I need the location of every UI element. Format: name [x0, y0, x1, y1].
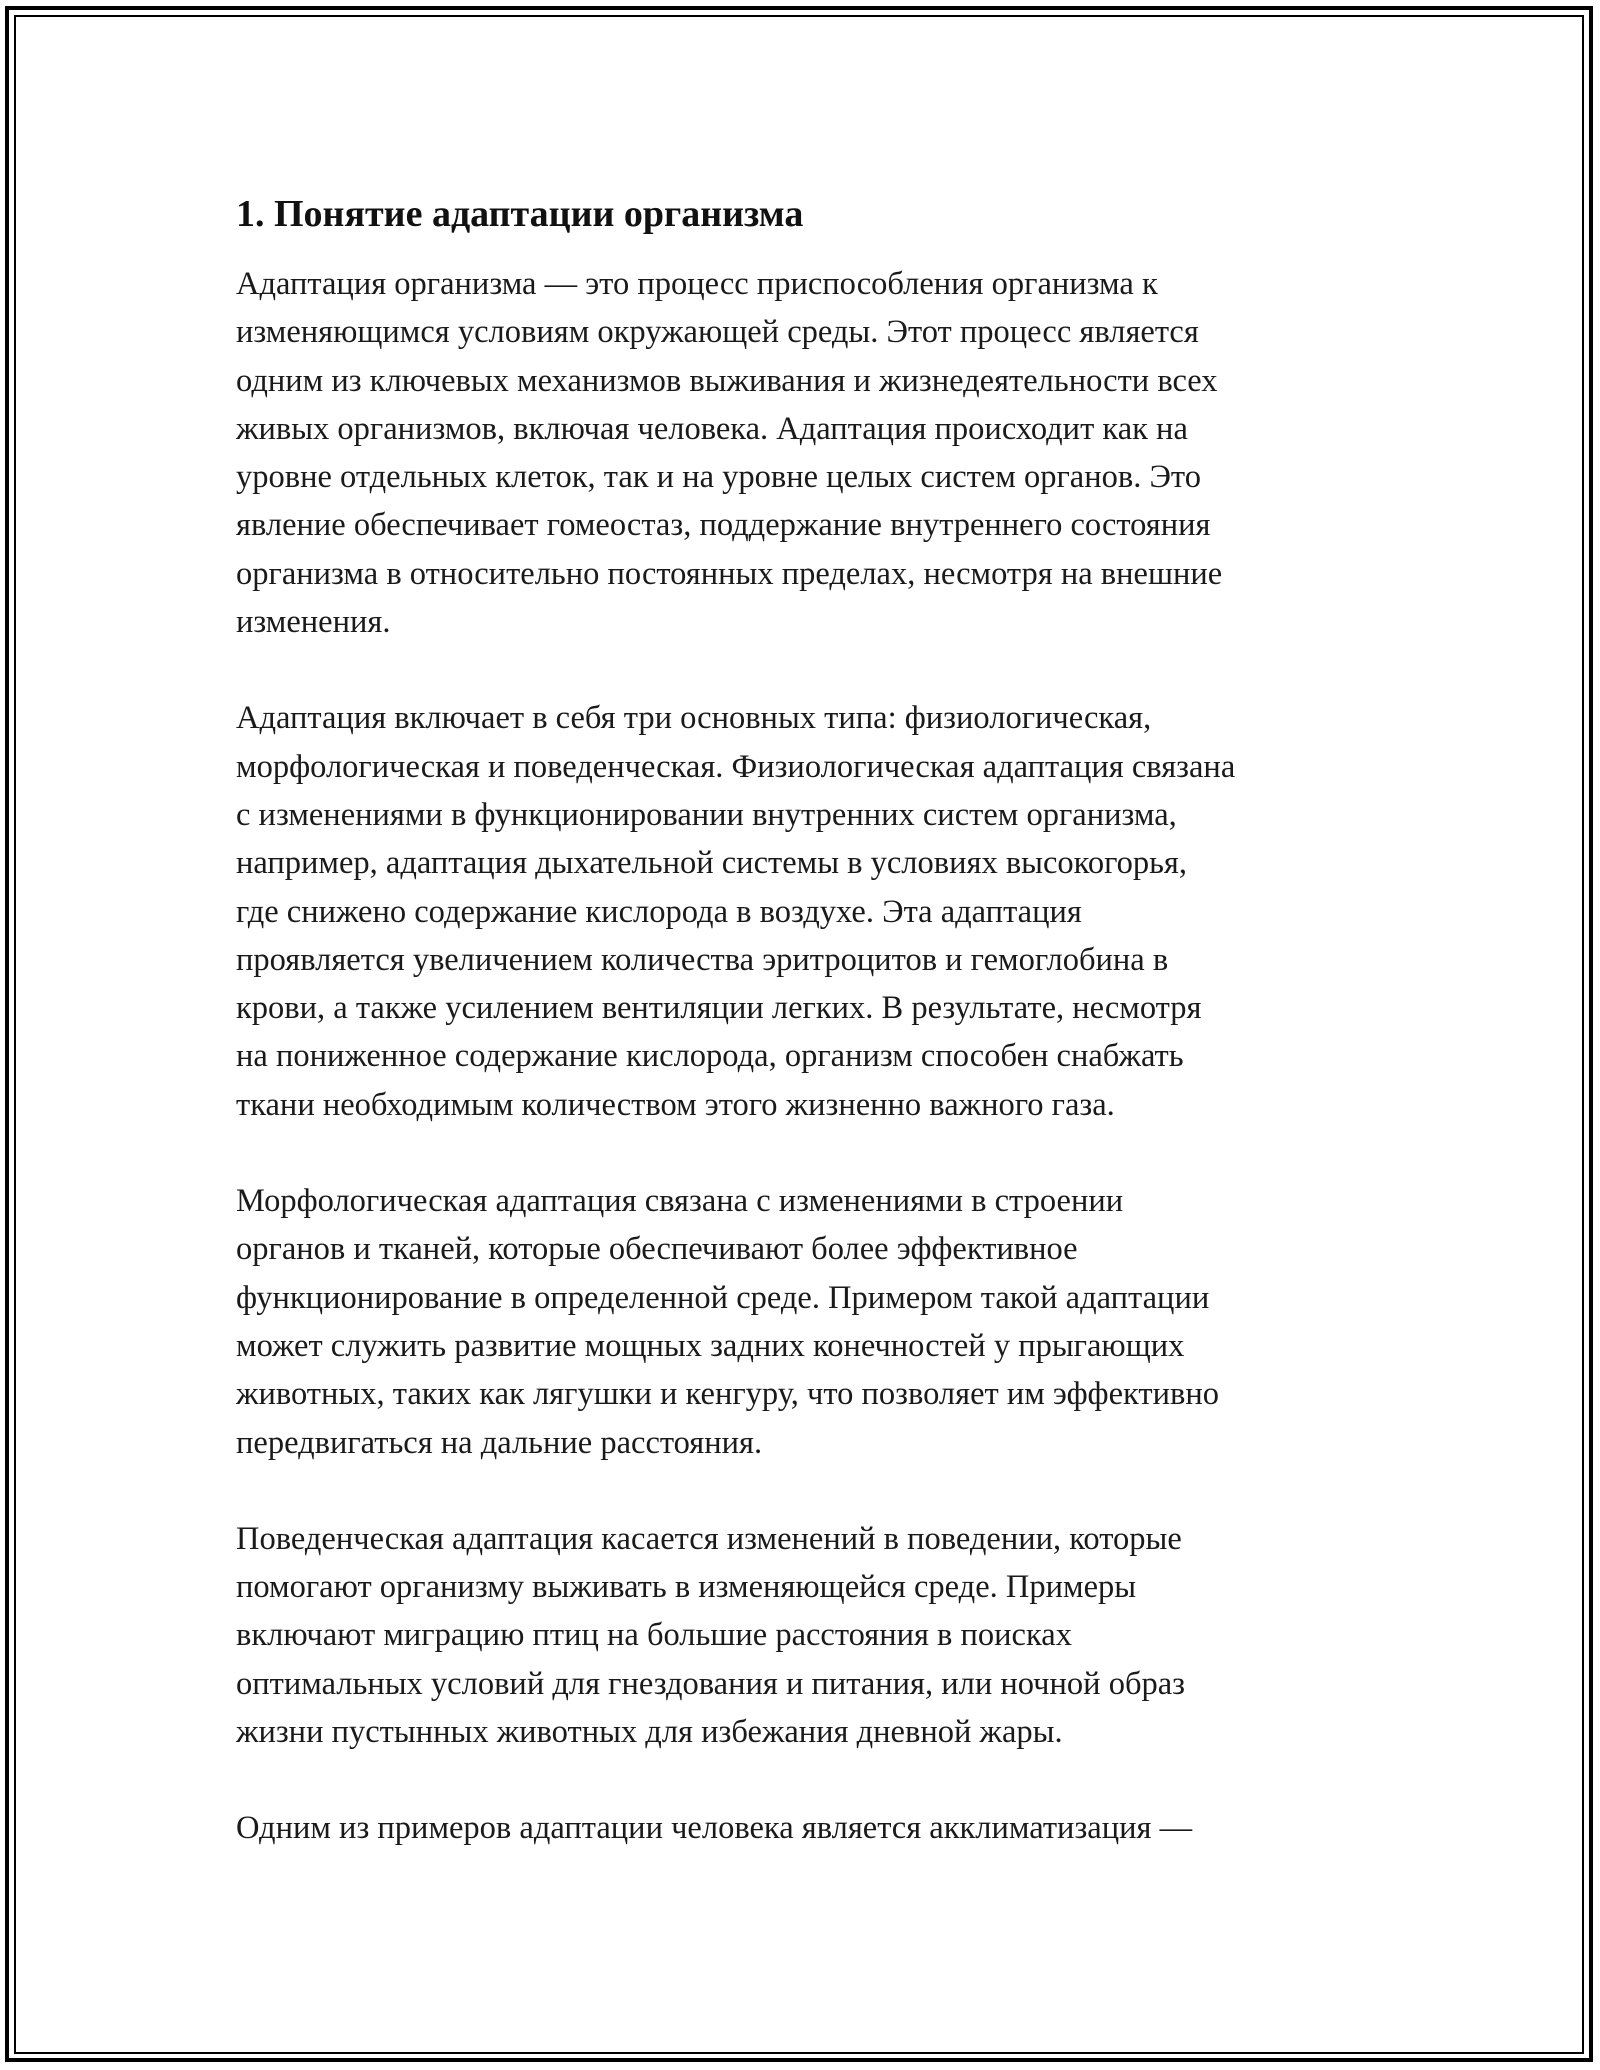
text-line: ткани необходимым количеством этого жизненно важного газа. [236, 1086, 1115, 1123]
paragraph-types [236, 694, 1366, 1129]
text-line: крови, а также усилением вентиляции легких. В результате, несмотря [236, 990, 1202, 1027]
text-line: органов и тканей, которые обеспечивают более эффективное [236, 1231, 1078, 1268]
text-line: организма в относительно постоянных пределах, несмотря на внешние [236, 555, 1223, 592]
text-line: Морфологическая адаптация связана с изменениями в строении [236, 1183, 1124, 1220]
text-line: уровне отдельных клеток, так и на уровне целых систем органов. Это [236, 459, 1201, 496]
text-line: где снижено содержание кислорода в воздухе. Эта адаптация [236, 893, 1082, 930]
text-line: включают миграцию птиц на большие расстояния в поисках [236, 1617, 1072, 1654]
paragraph-acclimatization [236, 1804, 1366, 1852]
text-line: функционирование в определенной среде. Примером такой адаптации [236, 1279, 1210, 1316]
section-heading: 1. Понятие адаптации организма [236, 193, 804, 235]
text-line: одним из ключевых механизмов выживания и жизнедеятельности всех [236, 362, 1218, 399]
text-line: передвигаться на дальние расстояния. [236, 1424, 763, 1461]
text-line: явление обеспечивает гомеостаз, поддержание внутреннего состояния [236, 507, 1211, 544]
document-page [236, 186, 1376, 1901]
text-line: оптимальных условий для гнездования и питания, или ночной образ [236, 1665, 1185, 1702]
text-line: жизни пустынных животных для избежания дневной жары. [236, 1714, 1063, 1751]
paragraph-definition [236, 260, 1366, 646]
text-line: Адаптация включает в себя три основных типа: физиологическая, [236, 700, 1152, 737]
text-line: на пониженное содержание кислорода, организм способен снабжать [236, 1038, 1184, 1075]
text-line: помогают организму выживать в изменяющейся среде. Примеры [236, 1569, 1137, 1606]
text-line: проявляется увеличением количества эритроцитов и гемоглобина в [236, 941, 1169, 978]
text-line: живых организмов, включая человека. Адаптация происходит как на [236, 410, 1188, 447]
text-line: изменяющимся условиям окружающей среды. Этот процесс является [236, 314, 1199, 351]
text-line: например, адаптация дыхательной системы в условиях высокогорья, [236, 845, 1187, 882]
paragraph-behavioral [236, 1515, 1366, 1756]
text-line: морфологическая и поведенческая. Физиологическая адаптация связана [236, 748, 1236, 785]
text-line: Поведенческая адаптация касается изменений в поведении, которые [236, 1520, 1182, 1557]
text-line: Адаптация организма — это процесс приспособления организма к [236, 266, 1158, 302]
text-line: может служить развитие мощных задних конечностей у прыгающих [236, 1327, 1185, 1364]
text-line: с изменениями в функционировании внутренних систем организма, [236, 796, 1177, 833]
text-line: изменения. [236, 604, 391, 641]
text-line: животных, таких как лягушки и кенгуру, что позволяет им эффективно [236, 1376, 1219, 1413]
text-line: Одним из примеров адаптации человека является акклиматизация — [236, 1810, 1193, 1847]
paragraph-morphological [236, 1177, 1366, 1467]
